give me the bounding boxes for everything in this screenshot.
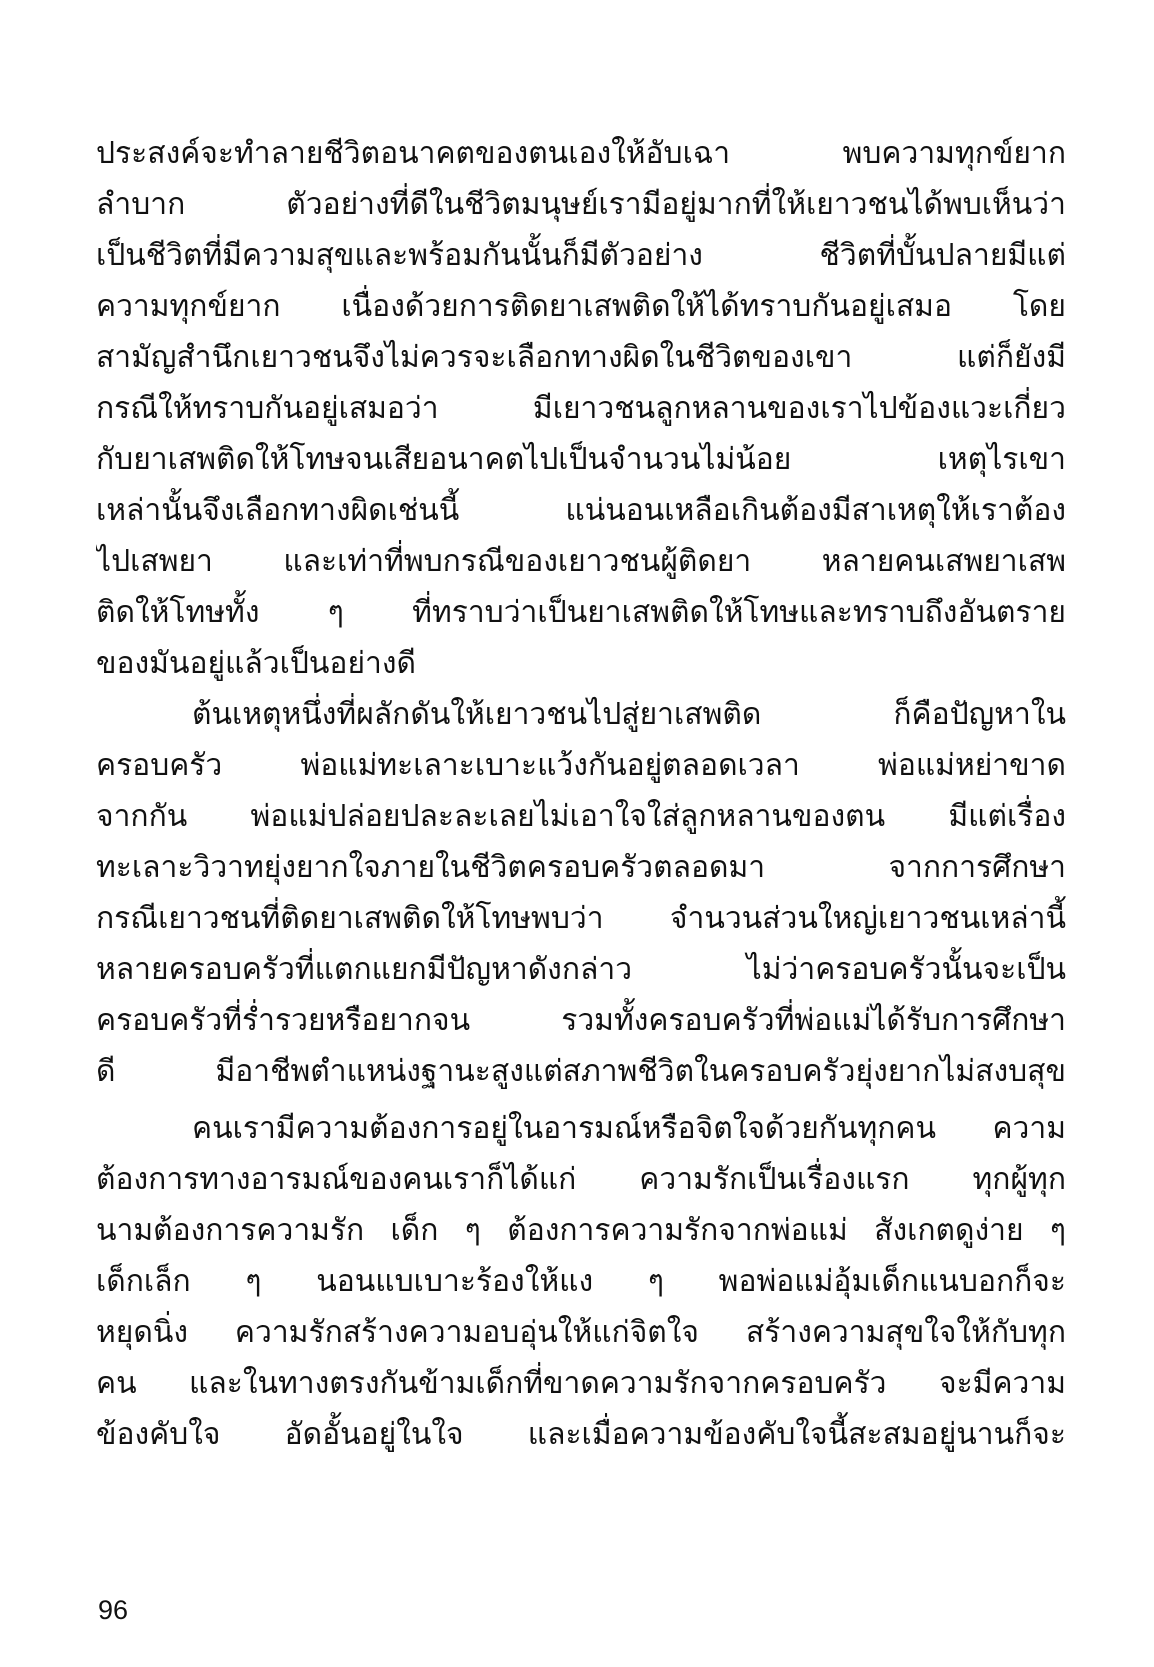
text-line: หลายครอบครัวที่แตกแยกมีปัญหาดังกล่าว ไม่ว่าครอบครัวนั้นจะเป็น [96, 952, 1066, 987]
text-line: ข้องคับใจ อัดอั้นอยู่ในใจ และเมื่อความข้องคับใจนี้สะสมอยู่นานก็จะ [96, 1417, 1066, 1452]
text-line: ต้องการทางอารมณ์ของคนเราก็ได้แก่ ความรักเป็นเรื่องแรก ทุกผู้ทุก [96, 1162, 1066, 1197]
text-line: จากกัน พ่อแม่ปล่อยปละละเลยไม่เอาใจใส่ลูกหลานของตน มีแต่เรื่อง [96, 799, 1066, 834]
paragraph [96, 128, 1066, 689]
text-line: กับยาเสพติดให้โทษจนเสียอนาคตไปเป็นจำนวนไม่น้อย เหตุไรเขา [96, 442, 1066, 477]
page-number: 96 [98, 1595, 129, 1625]
text-line: ไปเสพยา และเท่าที่พบกรณีของเยาวชนผู้ติดยา หลายคนเสพยาเสพ [96, 544, 1066, 579]
text-line: ต้นเหตุหนึ่งที่ผลักดันให้เยาวชนไปสู่ยาเสพติด ก็คือปัญหาใน [192, 697, 1066, 732]
text-line: เป็นชีวิตที่มีความสุขและพร้อมกันนั้นก็มีตัวอย่าง ชีวิตที่บั้นปลายมีแต่ [96, 238, 1066, 273]
text-line: กรณีให้ทราบกันอยู่เสมอว่า มีเยาวชนลูกหลานของเราไปข้องแวะเกี่ยว [96, 391, 1066, 426]
text-line: สามัญสำนึกเยาวชนจึงไม่ควรจะเลือกทางผิดในชีวิตของเขา แต่ก็ยังมี [96, 340, 1066, 375]
text-line: เหล่านั้นจึงเลือกทางผิดเช่นนี้ แน่นอนเหลือเกินต้องมีสาเหตุให้เราต้อง [96, 493, 1066, 528]
text-line: นามต้องการความรัก เด็ก ๆ ต้องการความรักจากพ่อแม่ สังเกตดูง่าย ๆ [96, 1213, 1066, 1248]
text-line: เด็กเล็ก ๆ นอนแบเบาะร้องให้แง ๆ พอพ่อแม่อุ้มเด็กแนบอกก็จะ [96, 1264, 1066, 1299]
paragraph [96, 1103, 1066, 1460]
text-line: ดี มีอาชีพตำแหน่งฐานะสูงแต่สภาพชีวิตในครอบครัวยุ่งยากไม่สงบสุข [96, 1054, 1066, 1089]
text-line: ครอบครัว พ่อแม่ทะเลาะเบาะแว้งกันอยู่ตลอดเวลา พ่อแม่หย่าขาด [96, 748, 1066, 783]
text-line: ลำบาก ตัวอย่างที่ดีในชีวิตมนุษย์เรามีอยู่มากที่ให้เยาวชนได้พบเห็นว่า [96, 187, 1066, 222]
text-line: ของมันอยู่แล้วเป็นอย่างดี [96, 646, 416, 681]
text-line: ติดให้โทษทั้ง ๆ ที่ทราบว่าเป็นยาเสพติดให้โทษและทราบถึงอันตราย [96, 595, 1066, 630]
text-line: ความทุกข์ยาก เนื่องด้วยการติดยาเสพติดให้ได้ทราบกันอยู่เสมอ โดย [96, 289, 1066, 324]
text-line: ครอบครัวที่ร่ำรวยหรือยากจน รวมทั้งครอบครัวที่พ่อแม่ได้รับการศึกษา [96, 1003, 1066, 1038]
text-line: กรณีเยาวชนที่ติดยาเสพติดให้โทษพบว่า จำนวนส่วนใหญ่เยาวชนเหล่านี้ [96, 901, 1066, 936]
body-text [96, 128, 1066, 1460]
text-line: คน และในทางตรงกันข้ามเด็กที่ขาดความรักจากครอบครัว จะมีความ [96, 1366, 1066, 1401]
paragraph [96, 689, 1066, 1097]
text-line: คนเรามีความต้องการอยู่ในอารมณ์หรือจิตใจด้วยกันทุกคน ความ [192, 1111, 1066, 1146]
text-line: ประสงค์จะทำลายชีวิตอนาคตของตนเองให้อับเฉา พบความทุกข์ยาก [96, 136, 1066, 171]
text-line: ทะเลาะวิวาทยุ่งยากใจภายในชีวิตครอบครัวตลอดมา จากการศึกษา [96, 850, 1066, 885]
text-line: หยุดนิ่ง ความรักสร้างความอบอุ่นให้แก่จิตใจ สร้างความสุขใจให้กับทุก [96, 1315, 1066, 1350]
